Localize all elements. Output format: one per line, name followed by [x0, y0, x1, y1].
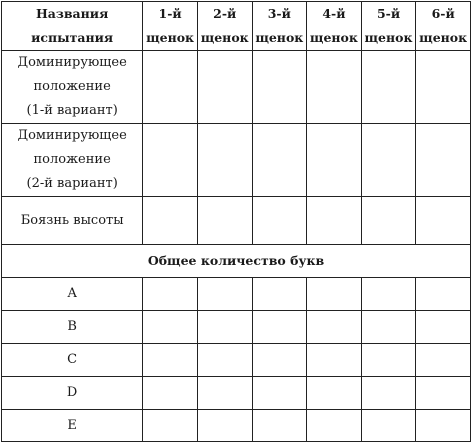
table-row-letter-e	[2, 410, 471, 442]
result-cell	[416, 278, 471, 311]
result-cell	[143, 311, 198, 344]
result-cell	[252, 197, 307, 245]
result-cell	[252, 124, 307, 197]
table-row-letter-c	[2, 344, 471, 377]
result-cell	[361, 51, 416, 124]
result-cell	[361, 311, 416, 344]
result-cell	[307, 124, 362, 197]
letter-cell: C	[2, 344, 143, 377]
table-row-dominance-1	[2, 51, 471, 124]
result-cell	[143, 377, 198, 410]
result-cell	[143, 410, 198, 442]
result-cell	[197, 278, 252, 311]
test-name-cell: Доминирующее положение (2-й вариант)	[2, 124, 143, 197]
result-cell	[307, 51, 362, 124]
result-cell	[252, 51, 307, 124]
result-cell	[197, 410, 252, 442]
table-header-row	[2, 2, 471, 51]
puppy-test-table	[1, 1, 471, 442]
result-cell	[361, 344, 416, 377]
result-cell	[307, 377, 362, 410]
table-row-fear-of-height	[2, 197, 471, 245]
result-cell	[416, 51, 471, 124]
header-puppy-1: 1-й щенок	[143, 2, 198, 51]
result-cell	[416, 311, 471, 344]
result-cell	[416, 377, 471, 410]
result-cell	[307, 311, 362, 344]
result-cell	[252, 311, 307, 344]
table-row-letter-a	[2, 278, 471, 311]
result-cell	[143, 197, 198, 245]
test-name-cell: Доминирующее положение (1-й вариант)	[2, 51, 143, 124]
result-cell	[197, 377, 252, 410]
result-cell	[143, 124, 198, 197]
test-name-cell: Боязнь высоты	[2, 197, 143, 245]
table-row-total-heading	[2, 245, 471, 278]
result-cell	[307, 344, 362, 377]
result-cell	[361, 278, 416, 311]
header-puppy-4: 4-й щенок	[307, 2, 362, 51]
result-cell	[143, 51, 198, 124]
result-cell	[361, 197, 416, 245]
result-cell	[307, 278, 362, 311]
result-cell	[252, 344, 307, 377]
result-cell	[197, 124, 252, 197]
result-cell	[416, 124, 471, 197]
result-cell	[197, 344, 252, 377]
result-cell	[416, 197, 471, 245]
table-row-dominance-2	[2, 124, 471, 197]
result-cell	[307, 410, 362, 442]
result-cell	[361, 410, 416, 442]
table-row-letter-d	[2, 377, 471, 410]
result-cell	[197, 51, 252, 124]
result-cell	[143, 278, 198, 311]
letter-cell: A	[2, 278, 143, 311]
result-cell	[361, 124, 416, 197]
result-cell	[361, 377, 416, 410]
header-puppy-2: 2-й щенок	[197, 2, 252, 51]
result-cell	[197, 311, 252, 344]
total-letters-heading: Общее количество букв	[2, 245, 471, 278]
result-cell	[197, 197, 252, 245]
letter-cell: B	[2, 311, 143, 344]
result-cell	[252, 410, 307, 442]
result-cell	[143, 344, 198, 377]
result-cell	[307, 197, 362, 245]
header-puppy-5: 5-й щенок	[361, 2, 416, 51]
result-cell	[416, 410, 471, 442]
table-row-letter-b	[2, 311, 471, 344]
result-cell	[252, 278, 307, 311]
letter-cell: E	[2, 410, 143, 442]
result-cell	[252, 377, 307, 410]
header-test-name: Названия испытания	[2, 2, 143, 51]
result-cell	[416, 344, 471, 377]
header-puppy-3: 3-й щенок	[252, 2, 307, 51]
letter-cell: D	[2, 377, 143, 410]
header-puppy-6: 6-й щенок	[416, 2, 471, 51]
